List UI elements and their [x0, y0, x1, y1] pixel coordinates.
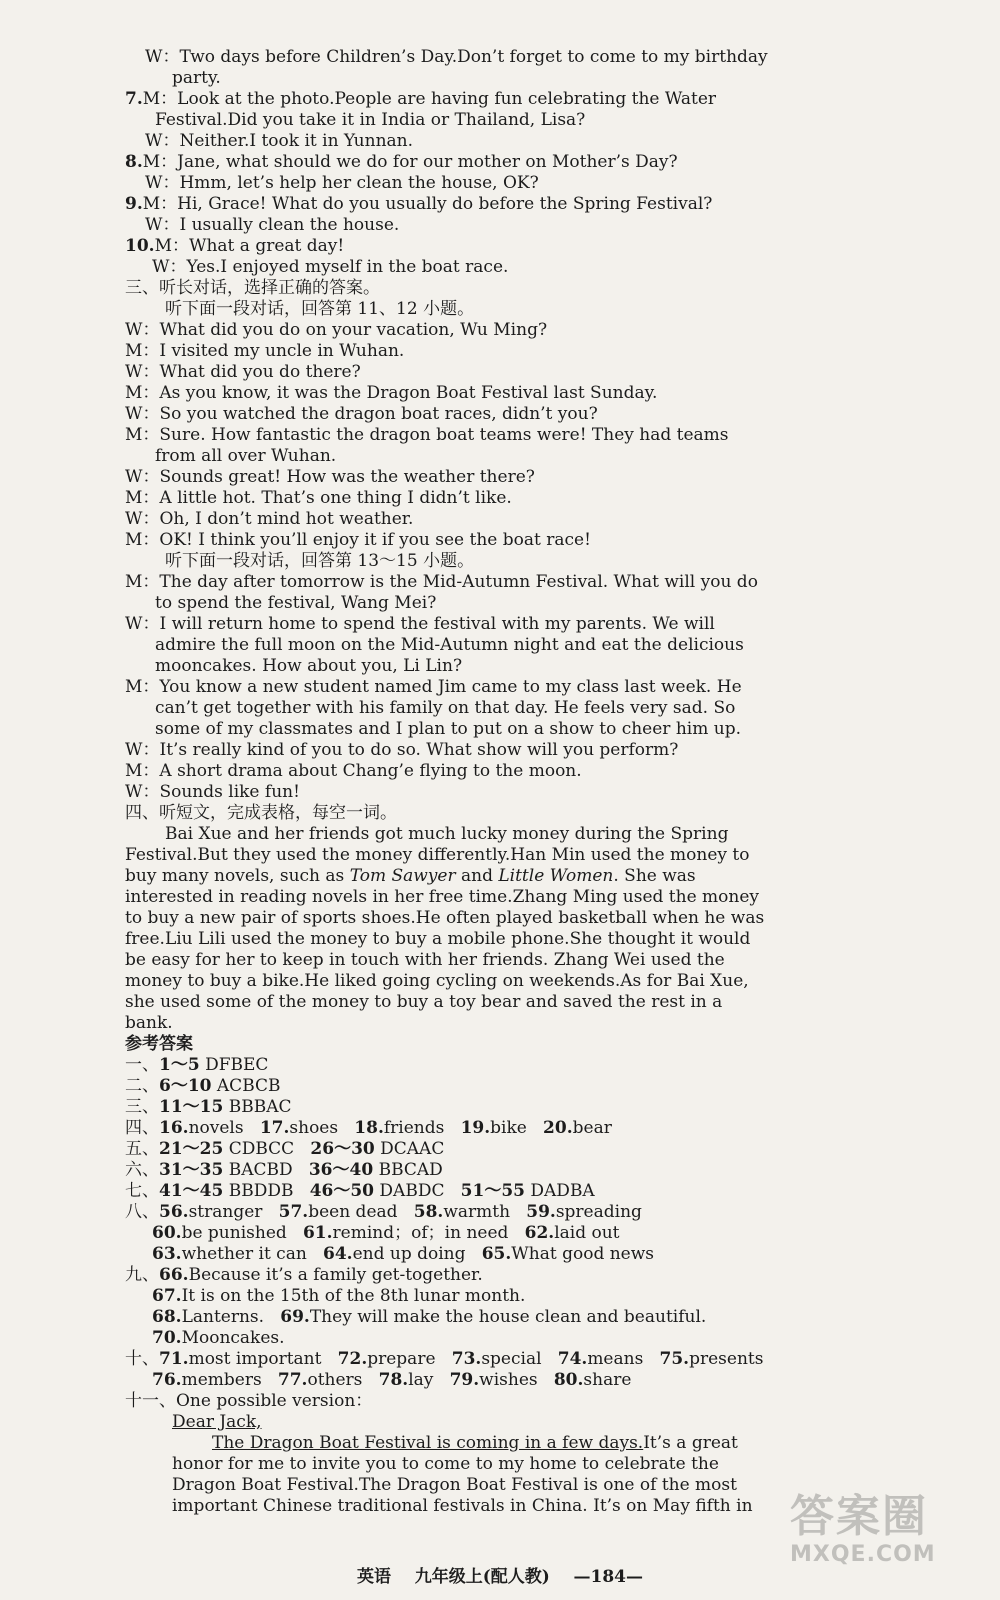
text-line	[125, 572, 758, 593]
text-run: shoes	[289, 1118, 355, 1138]
text-line	[125, 467, 535, 488]
text-line	[125, 488, 512, 509]
text-run: Dragon Boat Festival.The Dragon Boat Festival is one of the most	[172, 1475, 737, 1495]
text-run: 36～40	[308, 1160, 374, 1180]
text-line	[125, 152, 678, 173]
text-run: 80.	[553, 1370, 584, 1390]
text-run: some of my classmates and I plan to put on a show to cheer him up.	[155, 719, 741, 739]
text-run: 51～55	[460, 1181, 525, 1201]
text-run: 56.	[159, 1202, 189, 1222]
text-run: M：OK! I think you’ll enjoy it if you see the boat race!	[125, 530, 591, 550]
text-line	[152, 1244, 654, 1265]
text-line	[125, 194, 712, 215]
text-run: Festival.Did you take it in India or Thailand, Lisa?	[155, 110, 586, 130]
text-run: Lanterns.	[181, 1307, 281, 1327]
text-run: to buy a new pair of sports shoes.He often played basketball when he was	[125, 908, 765, 928]
text-run: 10.	[125, 236, 155, 256]
text-run: 62.	[524, 1223, 555, 1243]
text-line	[172, 1496, 753, 1517]
text-run: M：A short drama about Chang’e flying to the moon.	[125, 761, 582, 781]
text-run: 77.	[277, 1370, 308, 1390]
text-line	[125, 1139, 444, 1160]
text-run: be punished	[181, 1223, 303, 1243]
text-run: members	[181, 1370, 278, 1390]
footer-page-number: —184—	[573, 1567, 643, 1587]
text-run: M：A little hot. That’s one thing I didn’t like.	[125, 488, 512, 508]
text-run: W：What did you do on your vacation, Wu Ming?	[125, 320, 548, 340]
text-line	[125, 1160, 443, 1181]
text-line	[212, 1433, 738, 1454]
text-line	[125, 1055, 268, 1076]
text-run: means	[587, 1349, 660, 1369]
text-run: 6～10	[159, 1076, 212, 1096]
text-run: Little Women	[498, 866, 614, 886]
text-run: 70.	[152, 1328, 182, 1348]
text-run: and	[455, 866, 499, 886]
text-run: buy many novels, such as	[125, 866, 350, 886]
text-line	[125, 1349, 763, 1370]
text-run: 79.	[449, 1370, 480, 1390]
text-run: novels	[188, 1118, 260, 1138]
text-run: W：Sounds like fun!	[125, 782, 300, 802]
text-line	[125, 887, 759, 908]
text-line	[172, 1475, 737, 1496]
text-run: W：What did you do there?	[125, 362, 361, 382]
text-run: They will make the house clean and beautiful.	[309, 1307, 707, 1327]
text-run: 一、	[125, 1055, 159, 1075]
text-run: been dead	[308, 1202, 414, 1222]
text-run: can’t get together with his family on that day. He feels very sad. So	[155, 698, 736, 718]
text-run: be easy for her to keep in touch with her friends. Zhang Wei used the	[125, 950, 725, 970]
footer-subject: 英语	[357, 1567, 392, 1587]
text-run: 75.	[659, 1349, 690, 1369]
text-line	[152, 1307, 706, 1328]
text-run: 参考答案	[125, 1034, 193, 1054]
text-run: 十、	[125, 1349, 159, 1369]
text-line	[125, 404, 598, 425]
text-line	[125, 845, 749, 866]
text-line	[125, 236, 344, 257]
text-run: 69.	[280, 1307, 310, 1327]
text-line	[125, 908, 764, 929]
text-line	[125, 782, 300, 803]
text-run: W：Hmm, let’s help her clean the house, OK?	[145, 173, 539, 193]
text-run: W：I will return home to spend the festival with my parents. We will	[125, 614, 715, 634]
text-run: laid out	[554, 1223, 620, 1243]
text-run: bank.	[125, 1013, 173, 1033]
text-line	[125, 992, 722, 1013]
text-line	[155, 446, 336, 467]
text-run: Festival.But they used the money differently.Han Min used the money to	[125, 845, 750, 865]
text-line	[125, 320, 547, 341]
text-line	[125, 929, 750, 950]
text-run: M：Sure. How fantastic the dragon boat teams were! They had teams	[125, 425, 729, 445]
text-line	[125, 362, 361, 383]
text-run: warmth	[443, 1202, 527, 1222]
text-run: admire the full moon on the Mid-Autumn night and eat the delicious	[155, 635, 744, 655]
text-run: 59.	[526, 1202, 556, 1222]
text-run: W：Yes.I enjoyed myself in the boat race.	[152, 257, 509, 277]
text-run: most important	[188, 1349, 338, 1369]
text-line	[125, 1391, 372, 1412]
text-line	[125, 761, 582, 782]
text-run: important Chinese traditional festivals in China. It’s on May fifth in	[172, 1496, 753, 1516]
text-run: 11～15	[159, 1097, 224, 1117]
text-run: 三、	[125, 1097, 159, 1117]
text-line	[125, 278, 380, 299]
text-run: 16.	[159, 1118, 189, 1138]
footer-grade: 九年级上(配人教)	[414, 1567, 550, 1587]
text-run: It is on the 15th of the 8th lunar month.	[181, 1286, 526, 1306]
text-run: spreading	[555, 1202, 642, 1222]
text-line	[155, 635, 744, 656]
text-run: 57.	[278, 1202, 309, 1222]
text-run: 68.	[152, 1307, 182, 1327]
text-run: 21～25	[159, 1139, 224, 1159]
text-run: others	[307, 1370, 379, 1390]
text-run: 63.	[152, 1244, 182, 1264]
text-run: BBBAC	[223, 1097, 292, 1117]
text-run: Dear Jack,	[172, 1412, 262, 1432]
text-line	[155, 719, 741, 740]
text-run: remind；of；in need	[332, 1223, 525, 1243]
text-run: honor for me to invite you to come to my home to celebrate the	[172, 1454, 719, 1474]
text-run: 18.	[354, 1118, 384, 1138]
text-run: 61.	[302, 1223, 333, 1243]
text-line	[125, 1097, 292, 1118]
text-run: 60.	[152, 1223, 182, 1243]
text-line	[125, 803, 397, 824]
text-run: Mooncakes.	[181, 1328, 285, 1348]
text-line	[125, 530, 591, 551]
text-run: 73.	[451, 1349, 482, 1369]
text-run: party.	[172, 68, 221, 88]
text-run: 听下面一段对话，回答第 13～15 小题。	[165, 551, 475, 571]
text-run: The Dragon Boat Festival is coming in a few days.	[212, 1433, 644, 1453]
text-run: to spend the festival, Wang Mei?	[155, 593, 437, 613]
text-line	[125, 1181, 595, 1202]
text-run: friends	[383, 1118, 461, 1138]
text-run: W：It’s really kind of you to do so. What show will you perform?	[125, 740, 679, 760]
text-run: 听下面一段对话，回答第 11、12 小题。	[165, 299, 475, 319]
text-line	[165, 299, 474, 320]
text-line	[152, 1286, 525, 1307]
text-run: M：Look at the photo.People are having fun celebrating the Water	[142, 89, 717, 109]
text-line	[145, 173, 539, 194]
text-run: money to buy a bike.He liked going cycling on weekends.As for Bai Xue,	[125, 971, 749, 991]
text-run: 八、	[125, 1202, 159, 1222]
text-run: end up doing	[352, 1244, 482, 1264]
watermark-text: 答案圈	[790, 1491, 928, 1542]
text-run: free.Liu Lili used the money to buy a mobile phone.She thought it would	[125, 929, 751, 949]
text-line	[125, 341, 404, 362]
text-run: M：As you know, it was the Dragon Boat Festival last Sunday.	[125, 383, 658, 403]
text-run: W：Sounds great! How was the weather there?	[125, 467, 535, 487]
text-line	[125, 1202, 642, 1223]
text-line	[155, 698, 735, 719]
text-line	[125, 1118, 612, 1139]
text-run: prepare	[367, 1349, 452, 1369]
text-line	[172, 1412, 262, 1433]
text-run: share	[583, 1370, 632, 1390]
text-line	[125, 1265, 483, 1286]
text-run: 20.	[543, 1118, 573, 1138]
text-line	[155, 593, 436, 614]
watermark-url: MXQE.COM	[790, 1542, 936, 1567]
text-run: from all over Wuhan.	[155, 446, 337, 466]
text-line	[145, 215, 399, 236]
text-run: she used some of the money to buy a toy bear and saved the rest in a	[125, 992, 723, 1012]
text-run: 31～35	[159, 1160, 224, 1180]
text-line	[125, 1013, 173, 1034]
text-line	[172, 68, 221, 89]
text-run: Tom Sawyer	[349, 866, 456, 886]
text-line	[152, 257, 508, 278]
text-line	[125, 677, 742, 698]
text-run: wishes	[479, 1370, 554, 1390]
text-run: DFBEC	[199, 1055, 269, 1075]
text-run: 九、	[125, 1265, 159, 1285]
text-run: stranger	[188, 1202, 279, 1222]
text-run: 9.	[125, 194, 143, 214]
text-run: W：Two days before Children’s Day.Don’t forget to come to my birthday	[145, 47, 768, 67]
text-run: 76.	[152, 1370, 182, 1390]
text-run: 46～50	[309, 1181, 375, 1201]
text-line	[165, 824, 728, 845]
text-line	[125, 383, 657, 404]
text-run: W：Neither.I took it in Yunnan.	[145, 131, 414, 151]
text-line	[152, 1370, 631, 1391]
text-run: 19.	[460, 1118, 491, 1138]
text-run: M：You know a new student named Jim came to my class last week. He	[125, 677, 742, 697]
text-line	[125, 971, 749, 992]
text-line	[125, 1034, 193, 1055]
text-run: W：Oh, I don’t mind hot weather.	[125, 509, 414, 529]
text-line	[125, 866, 696, 887]
text-line	[152, 1223, 620, 1244]
text-run: 67.	[152, 1286, 182, 1306]
text-run: 17.	[259, 1118, 290, 1138]
text-run: 41～45	[159, 1181, 224, 1201]
text-run: whether it can	[181, 1244, 323, 1264]
text-run: M：I visited my uncle in Wuhan.	[125, 341, 405, 361]
text-run: It’s a great	[643, 1433, 738, 1453]
text-run: 66.	[159, 1265, 189, 1285]
text-run: bear	[572, 1118, 612, 1138]
text-run: special	[481, 1349, 558, 1369]
text-run: Because it’s a family get-together.	[188, 1265, 483, 1285]
text-line	[155, 656, 462, 677]
text-run: W：So you watched the dragon boat races, didn’t you?	[125, 404, 598, 424]
text-line	[125, 950, 725, 971]
text-line	[125, 1076, 281, 1097]
text-line	[155, 110, 585, 131]
text-run: 十一、One possible version：	[125, 1391, 373, 1411]
text-run: BBDDB	[223, 1181, 310, 1201]
text-run: mooncakes. How about you, Li Lin?	[155, 656, 463, 676]
text-run: 72.	[337, 1349, 368, 1369]
text-line	[125, 614, 715, 635]
text-line	[125, 740, 678, 761]
text-run: 七、	[125, 1181, 159, 1201]
text-run: 五、	[125, 1139, 159, 1159]
text-line	[152, 1328, 285, 1349]
text-run: M：The day after tomorrow is the Mid-Autumn Festival. What will you do	[125, 572, 758, 592]
text-run: What good news	[511, 1244, 655, 1264]
text-run: BACBD	[223, 1160, 309, 1180]
text-run: DCAAC	[374, 1139, 445, 1159]
text-run: 58.	[413, 1202, 444, 1222]
text-run: DADBA	[525, 1181, 595, 1201]
text-run: 26～30	[310, 1139, 375, 1159]
text-run: 8.	[125, 152, 143, 172]
text-line	[125, 509, 413, 530]
text-run: 74.	[557, 1349, 588, 1369]
text-run: 四、	[125, 1118, 159, 1138]
text-run: 四、听短文，完成表格，每空一词。	[125, 803, 397, 823]
text-line	[125, 89, 716, 110]
text-run: presents	[689, 1349, 764, 1369]
text-run: CDBCC	[223, 1139, 311, 1159]
text-line	[165, 551, 474, 572]
text-run: . She was	[613, 866, 696, 886]
text-run: 三、听长对话，选择正确的答案。	[125, 278, 380, 298]
text-run: interested in reading novels in her free time.Zhang Ming used the money	[125, 887, 760, 907]
text-run: DABDC	[374, 1181, 461, 1201]
watermark-logo	[790, 1492, 980, 1582]
text-run: BBCAD	[373, 1160, 443, 1180]
text-run: bike	[490, 1118, 544, 1138]
text-run: 六、	[125, 1160, 159, 1180]
text-run: M：Jane, what should we do for our mother on Mother’s Day?	[142, 152, 678, 172]
text-line	[145, 47, 768, 68]
text-run: 65.	[481, 1244, 512, 1264]
text-run: M：What a great day!	[154, 236, 345, 256]
text-line	[145, 131, 413, 152]
text-run: 1～5	[159, 1055, 200, 1075]
text-run: 78.	[378, 1370, 409, 1390]
text-line	[172, 1454, 719, 1475]
text-run: ACBCB	[211, 1076, 281, 1096]
text-run: Bai Xue and her friends got much lucky money during the Spring	[165, 824, 729, 844]
text-run: 二、	[125, 1076, 159, 1096]
text-run: 64.	[323, 1244, 353, 1264]
text-run: 7.	[125, 89, 143, 109]
text-run: M：Hi, Grace! What do you usually do before the Spring Festival?	[142, 194, 713, 214]
text-run: W：I usually clean the house.	[145, 215, 400, 235]
text-run: lay	[408, 1370, 450, 1390]
text-line	[125, 425, 729, 446]
text-run: 71.	[159, 1349, 189, 1369]
